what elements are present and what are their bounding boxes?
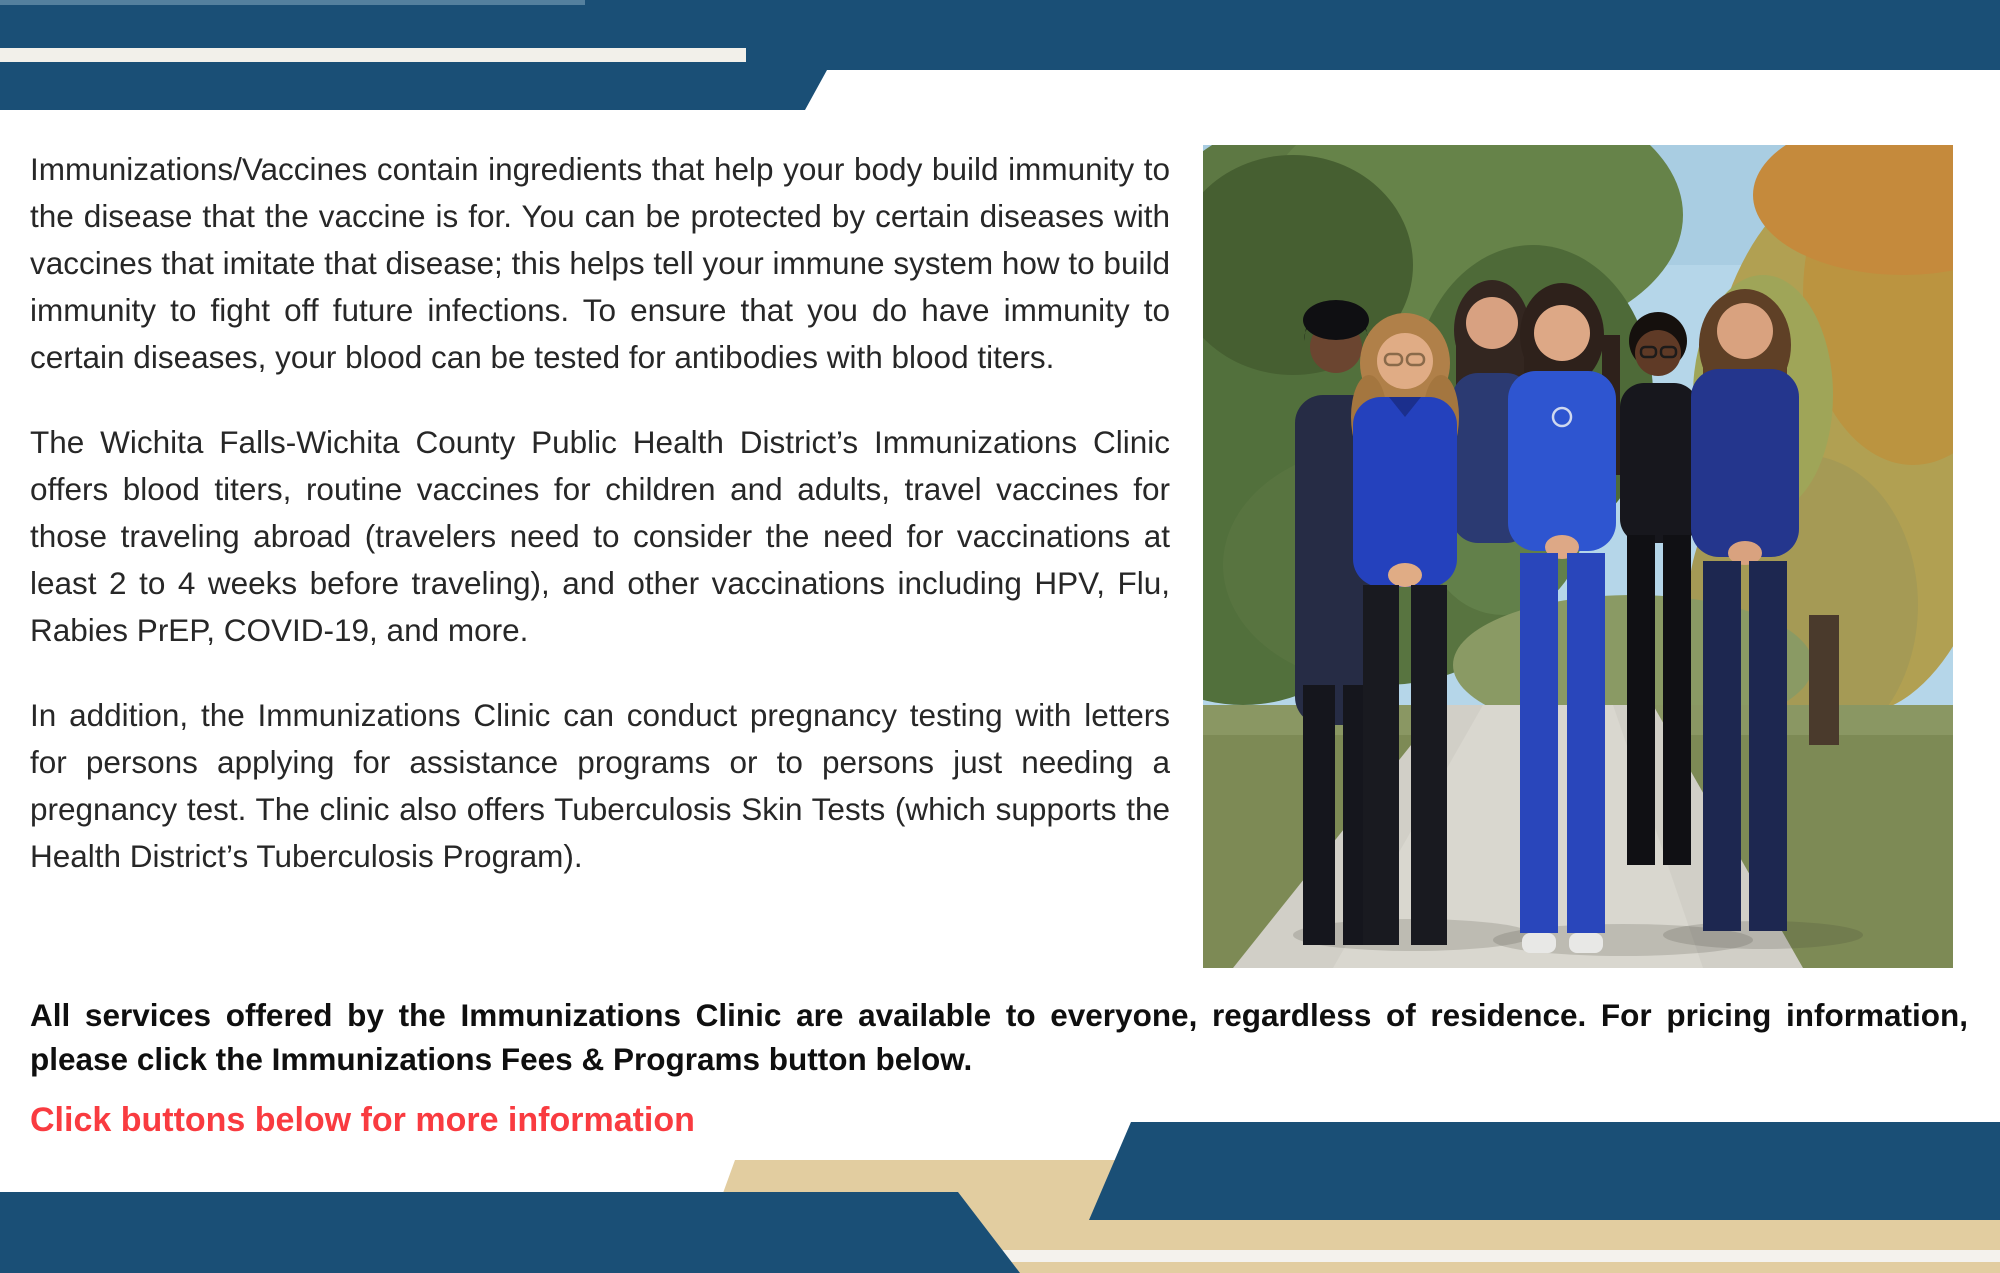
header-accent-strip: [0, 0, 585, 5]
footer-white-stripe: [950, 1250, 2000, 1262]
header-white-stripe: [0, 48, 746, 62]
cta-more-information: Click buttons below for more information: [30, 1101, 695, 1139]
services-availability-note: All services offered by the Immunizations Clinic are available to everyone, regardless of residence. For pricing information, please click the Immunizations Fees & Programs button below.: [30, 997, 1968, 1077]
clinic-team-photo-art: [1203, 145, 1953, 968]
paragraph-clinic-services: The Wichita Falls-Wichita County Public Health District’s Immunizations Clinic offers blood titers, routine vaccines for children and adults, travel vaccines for those traveling abroad (travelers need to consider the need for vaccinations at least 2 to 4 weeks before traveling), and other vaccinations including HPV, Flu, Rabies PrEP, COVID-19, and more.: [30, 424, 1170, 648]
clinic-team-photo: [1203, 145, 1953, 968]
footer-navy-band-right: [1089, 1122, 2000, 1220]
paragraph-vaccines-intro: Immunizations/Vaccines contain ingredients that help your body build immunity to the disease that the vaccine is for. You can be protected by certain diseases with vaccines that imitate that disease; this helps tell your immune system how to build immunity to fight off future infections. To ensure that you do have immunity to certain diseases, your blood can be tested for antibodies with blood titers.: [30, 151, 1170, 375]
article-body: [30, 146, 1170, 918]
paragraph-additional-services: In addition, the Immunizations Clinic can conduct pregnancy testing with letters for persons applying for assistance programs or to persons just needing a pregnancy test. The clinic also offers Tuberculosis Skin Tests (which supports the Health District’s Tuberculosis Program).: [30, 697, 1170, 874]
footer-navy-band-left: [0, 1192, 1020, 1273]
